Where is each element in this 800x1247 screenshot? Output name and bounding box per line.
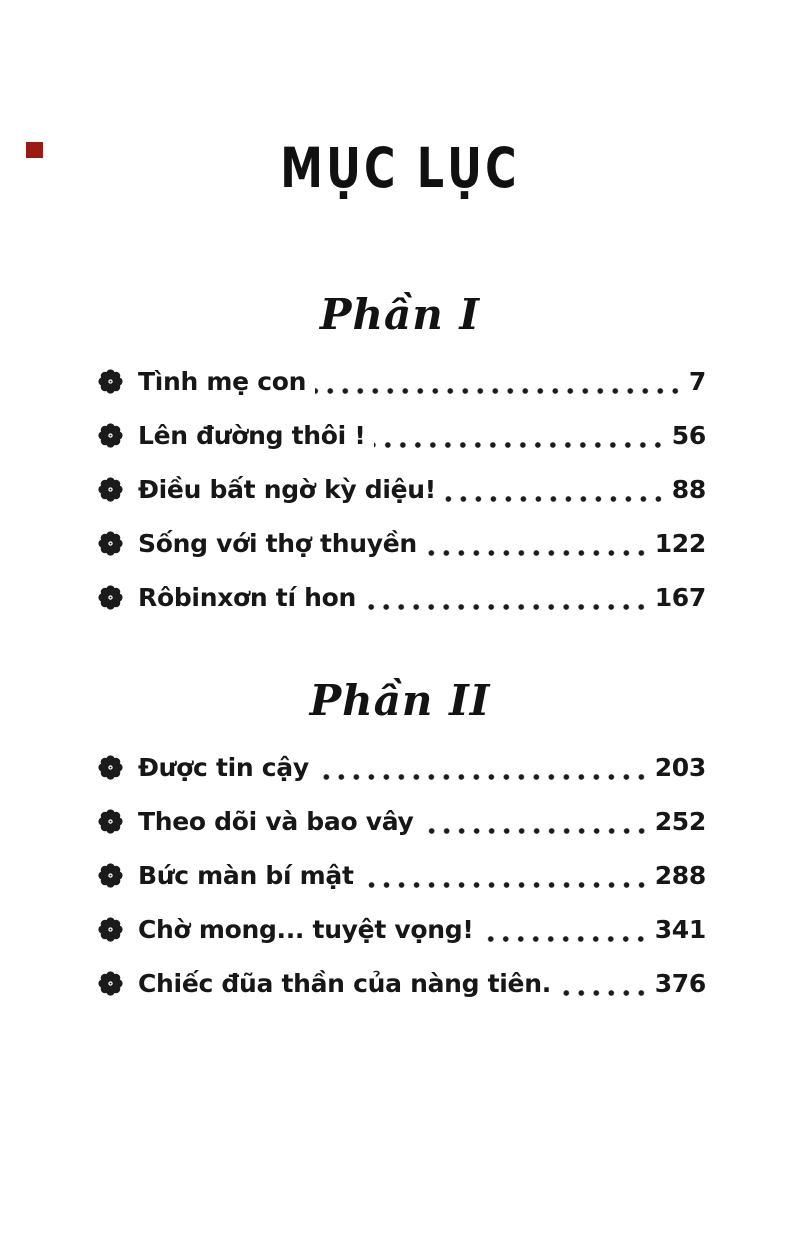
dotted-leader	[482, 935, 648, 943]
toc-item-page: 203	[654, 752, 706, 782]
flower-bullet-icon	[98, 971, 123, 996]
toc-item-page: 376	[654, 968, 706, 998]
section-heading: Phần I	[319, 290, 481, 339]
table-of-contents	[0, 292, 800, 1010]
toc-entry-row	[98, 516, 706, 570]
toc-item-label: Lên đường thôi !	[138, 420, 366, 450]
corner-red-mark	[26, 142, 43, 158]
dotted-leader	[423, 827, 649, 835]
toc-item-label: Rôbinxơn tí hon	[138, 582, 356, 612]
flower-bullet-icon	[98, 917, 123, 942]
page-title: MỤC LỤC	[280, 136, 520, 200]
toc-item-page: 288	[654, 860, 706, 890]
dotted-leader	[560, 989, 649, 997]
section-items	[98, 740, 706, 1010]
toc-item-label: Tình mẹ con	[138, 366, 307, 396]
flower-bullet-icon	[98, 809, 123, 834]
flower-bullet-icon	[98, 369, 123, 394]
toc-item-label: Điều bất ngờ kỳ diệu!	[138, 474, 436, 504]
flower-bullet-icon	[98, 755, 123, 780]
toc-section	[0, 678, 800, 1010]
toc-entry-row	[98, 354, 706, 408]
toc-entry-row	[98, 848, 706, 902]
toc-item-page: 167	[654, 582, 706, 612]
toc-entry-row	[98, 956, 706, 1010]
toc-entry-row	[98, 462, 706, 516]
toc-item-label: Sống với thợ thuyền	[138, 528, 417, 558]
toc-entry-row	[98, 740, 706, 794]
toc-item-label: Chờ mong... tuyệt vọng!	[138, 914, 474, 944]
toc-item-page: 7	[688, 366, 706, 396]
dotted-leader	[445, 495, 666, 503]
toc-item-page: 252	[654, 806, 706, 836]
dotted-leader	[426, 549, 649, 557]
flower-bullet-icon	[98, 585, 123, 610]
toc-entry-row	[98, 794, 706, 848]
flower-bullet-icon	[98, 423, 123, 448]
dotted-leader	[363, 881, 649, 889]
toc-entry-row	[98, 902, 706, 956]
dotted-leader	[318, 773, 649, 781]
toc-item-page: 122	[654, 528, 706, 558]
toc-item-page: 56	[671, 420, 706, 450]
dotted-leader	[365, 603, 649, 611]
toc-entry-row	[98, 570, 706, 624]
section-heading: Phần II	[309, 676, 491, 726]
toc-item-label: Được tin cậy	[138, 752, 309, 782]
toc-item-page: 88	[671, 474, 706, 504]
dotted-leader	[374, 441, 665, 449]
toc-item-label: Bức màn bí mật	[138, 860, 354, 890]
flower-bullet-icon	[98, 863, 123, 888]
flower-bullet-icon	[98, 531, 123, 556]
toc-entry-row	[98, 408, 706, 462]
toc-item-page: 341	[654, 914, 706, 944]
section-items	[98, 354, 706, 624]
toc-item-label: Chiếc đũa thần của nàng tiên.	[138, 968, 551, 998]
toc-item-label: Theo dõi và bao vây	[138, 806, 414, 836]
dotted-leader	[315, 387, 683, 395]
toc-section	[0, 292, 800, 624]
flower-bullet-icon	[98, 477, 123, 502]
